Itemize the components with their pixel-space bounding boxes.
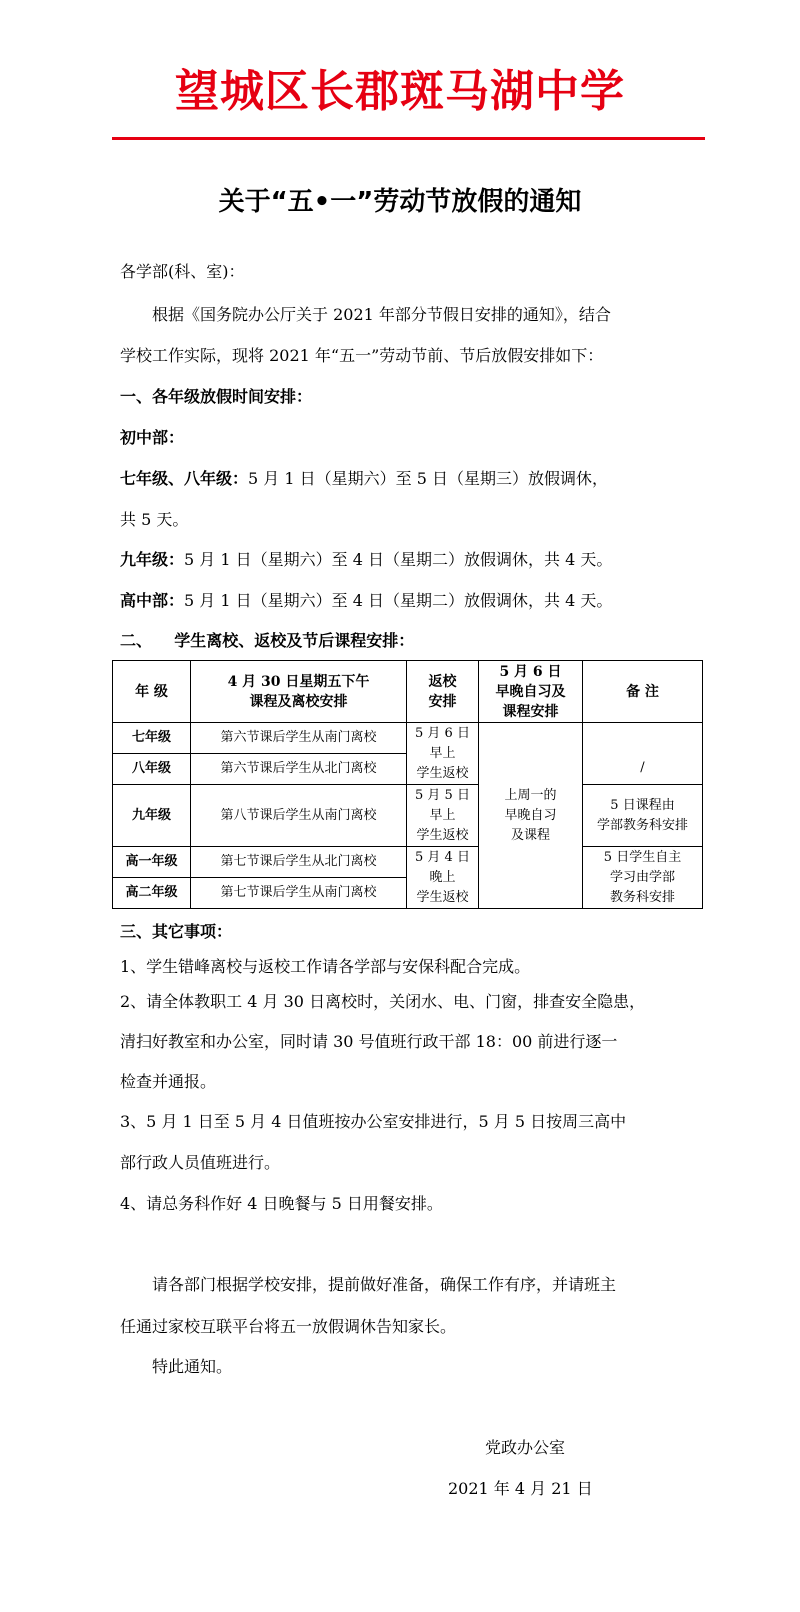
section1-heading: 一、各年级放假时间安排： [120, 387, 313, 406]
item-3-line-1: 3、5 月 1 日至 5 月 4 日值班按办公室安排进行，5 月 5 日按周三高中 [120, 1112, 627, 1131]
header-evening [479, 661, 583, 723]
grade9-text: 5 月 1 日（星期六）至 4 日（星期二）放假调休，共 4 天。 [184, 550, 613, 569]
closing-line-2: 任通过家校互联平台将五一放假调休告知家长。 [120, 1317, 457, 1336]
table-row [113, 847, 703, 878]
notes-line: 学部教务科安排 [596, 817, 688, 833]
item-4: 4、请总务科作好 4 日晚餐与 5 日用餐安排。 [120, 1194, 443, 1213]
header-evening-line: 早晚自习及 [495, 683, 566, 700]
grade-cell: 高二年级 [113, 878, 191, 909]
table-row [113, 723, 703, 754]
junior-heading: 初中部： [120, 428, 185, 447]
notes-line: 5 日学生自主 [603, 849, 682, 865]
return-line: 晚上 [429, 869, 456, 885]
return-line: 5 月 5 日 [415, 787, 470, 803]
table-row [113, 785, 703, 847]
item-2-line-3: 检查并通报。 [120, 1072, 217, 1091]
return-cell [407, 847, 479, 909]
school-name-header: 望城区长郡斑马湖中学 [175, 66, 625, 117]
return-line: 学生返校 [416, 889, 469, 905]
header-evening-line: 课程安排 [502, 703, 559, 720]
item-2-line-2: 清扫好教室和办公室，同时请 30 号值班行政干部 18：00 前进行逐一 [120, 1032, 618, 1051]
closing-line-3: 特此通知。 [152, 1357, 233, 1376]
evening-line: 及课程 [510, 827, 550, 843]
grade9-label: 九年级： [120, 550, 185, 569]
senior-schedule [120, 589, 680, 613]
intro-line-2: 学校工作实际，现将 2021 年“五一”劳动节前、节后放假安排如下： [120, 346, 604, 365]
header-leave-line: 4 月 30 日星期五下午 [227, 673, 370, 690]
senior-label: 高中部： [120, 591, 185, 610]
grade78-continuation: 共 5 天。 [120, 510, 189, 529]
schedule-table [112, 660, 703, 909]
senior-text: 5 月 1 日（星期六）至 4 日（星期二）放假调休，共 4 天。 [184, 591, 613, 610]
section2-heading: 二、 学生离校、返校及节后课程安排： [120, 631, 415, 650]
evening-line: 上周一的 [504, 787, 557, 803]
header-evening-line: 5 月 6 日 [499, 663, 562, 680]
notice-title: 关于“五•一”劳动节放假的通知 [218, 187, 582, 217]
grade78-text: 5 月 1 日（星期六）至 5 日（星期三）放假调休， [248, 469, 608, 488]
leave-cell: 第七节课后学生从北门离校 [191, 847, 407, 878]
leave-cell: 第八节课后学生从南门离校 [191, 785, 407, 847]
header-return [407, 661, 479, 723]
intro-line-1: 根据《国务院办公厅关于 2021 年部分节假日安排的通知》，结合 [152, 305, 611, 324]
return-line: 早上 [429, 745, 456, 761]
grade78-schedule [120, 467, 680, 491]
header-return-line: 返校 [428, 673, 457, 690]
return-line: 学生返校 [416, 765, 469, 781]
header-grade: 年 级 [113, 661, 191, 723]
leave-cell: 第六节课后学生从北门离校 [191, 754, 407, 785]
notes-line: 5 日课程由 [610, 797, 675, 813]
signature-office: 党政办公室 [485, 1438, 566, 1457]
grade9-schedule [120, 548, 680, 572]
evening-line: 早晚自习 [504, 807, 557, 823]
notes-cell [583, 785, 703, 847]
section3-heading: 三、其它事项： [120, 922, 233, 941]
leave-cell: 第七节课后学生从南门离校 [191, 878, 407, 909]
notes-cell [583, 847, 703, 909]
evening-cell [479, 723, 583, 909]
return-cell [407, 723, 479, 785]
header-divider [112, 137, 705, 140]
notes-cell: / [583, 723, 703, 785]
grade78-label: 七年级、八年级： [120, 469, 249, 488]
grade-cell: 七年级 [113, 723, 191, 754]
item-1: 1、学生错峰离校与返校工作请各学部与安保科配合完成。 [120, 957, 531, 976]
return-line: 学生返校 [416, 827, 469, 843]
grade-cell: 九年级 [113, 785, 191, 847]
salutation: 各学部(科、室)： [120, 262, 245, 281]
table-header-row [113, 661, 703, 723]
header-leave [191, 661, 407, 723]
header-notes: 备 注 [583, 661, 703, 723]
grade-cell: 高一年级 [113, 847, 191, 878]
return-line: 5 月 4 日 [415, 849, 470, 865]
notes-line: 学习由学部 [609, 869, 675, 885]
notes-line: 教务科安排 [609, 889, 675, 905]
return-line: 早上 [429, 807, 456, 823]
grade-cell: 八年级 [113, 754, 191, 785]
header-return-line: 安排 [428, 693, 457, 710]
return-line: 5 月 6 日 [415, 725, 470, 741]
item-2-line-1: 2、请全体教职工 4 月 30 日离校时，关闭水、电、门窗，排查安全隐患， [120, 992, 646, 1011]
header-leave-line: 课程及离校安排 [249, 693, 348, 710]
return-cell [407, 785, 479, 847]
closing-line-1: 请各部门根据学校安排，提前做好准备，确保工作有序，并请班主 [152, 1275, 617, 1294]
signature-date: 2021 年 4 月 21 日 [448, 1479, 593, 1498]
leave-cell: 第六节课后学生从南门离校 [191, 723, 407, 754]
item-3-line-2: 部行政人员值班进行。 [120, 1153, 281, 1172]
